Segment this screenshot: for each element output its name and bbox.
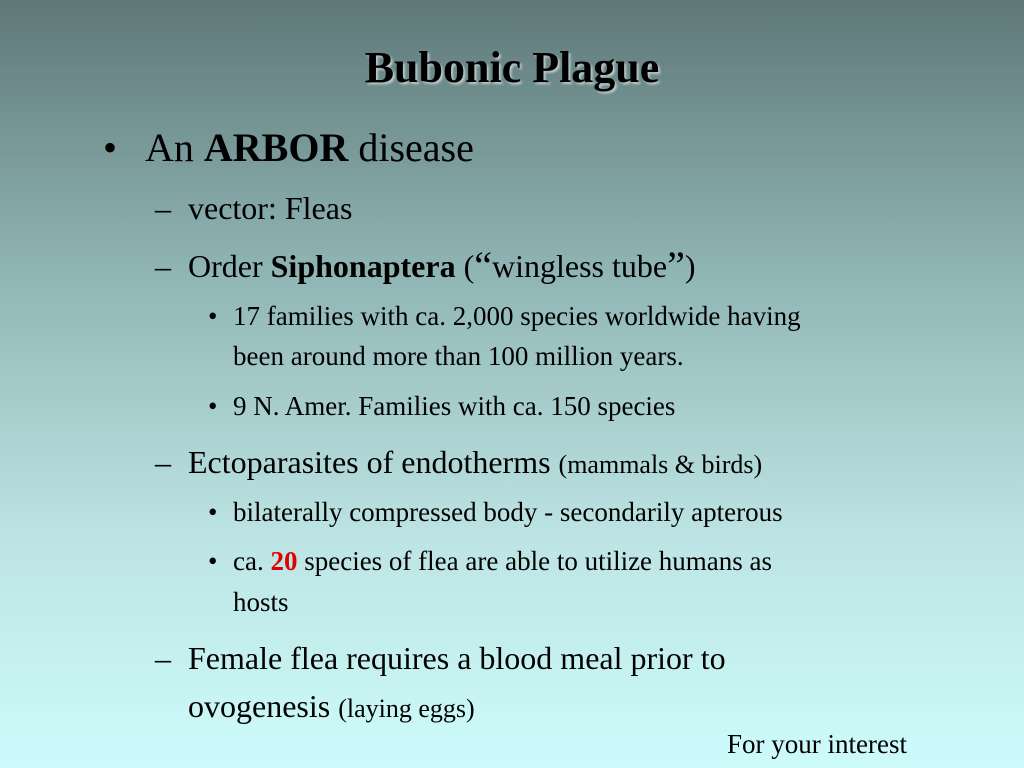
tertiary-bullet-families-line2: been around more than 100 million years. xyxy=(233,341,684,371)
text: Order xyxy=(188,248,271,284)
parenthetical: (laying eggs) xyxy=(338,694,475,723)
siphonaptera-term: Siphonaptera xyxy=(270,248,456,284)
bullet-marker: • xyxy=(208,497,218,527)
footer-note: For your interest xyxy=(727,729,907,759)
text: ( xyxy=(455,248,475,284)
sub-bullet-female-flea-line2 xyxy=(188,686,475,729)
dash-marker: – xyxy=(155,444,171,480)
bullet-arbor-disease xyxy=(145,124,474,172)
parenthetical: (mammals & birds) xyxy=(558,450,763,479)
bullet-marker: • xyxy=(103,125,118,170)
text: Ectoparasites of endotherms xyxy=(188,444,559,480)
tertiary-bullet-humans-line2: hosts xyxy=(233,587,289,617)
arbor-term: ARBOR xyxy=(203,125,349,170)
text: wingless tube xyxy=(491,248,668,284)
dash-marker: – xyxy=(155,190,171,226)
sub-bullet-ectoparasites xyxy=(188,442,762,485)
dash-marker: – xyxy=(155,640,171,676)
tertiary-bullet-humans-line1 xyxy=(233,541,772,581)
text: An xyxy=(145,125,204,170)
highlight-number: 20 xyxy=(270,546,298,576)
text: ca. xyxy=(233,546,271,576)
open-quote: “ xyxy=(474,243,492,288)
slide-title: Bubonic Plague xyxy=(364,43,660,92)
text: disease xyxy=(348,125,474,170)
bullet-marker: • xyxy=(208,546,218,576)
text: ovogenesis xyxy=(188,688,339,724)
bullet-marker: • xyxy=(208,391,218,421)
text: ) xyxy=(684,248,696,284)
sub-bullet-female-flea-line1: Female flea requires a blood meal prior to xyxy=(188,640,726,676)
sub-bullet-order xyxy=(188,243,696,288)
text: species of flea are able to utilize humans as xyxy=(297,546,773,576)
bullet-marker: • xyxy=(208,301,218,331)
tertiary-bullet-body: bilaterally compressed body - secondarily apterous xyxy=(233,497,783,527)
dash-marker: – xyxy=(155,248,171,284)
tertiary-bullet-n-amer: 9 N. Amer. Families with ca. 150 species xyxy=(233,391,676,421)
sub-bullet-vector: vector: Fleas xyxy=(188,190,353,226)
tertiary-bullet-families-line1: 17 families with ca. 2,000 species worldwide having xyxy=(233,301,801,331)
close-quote: ” xyxy=(667,243,685,288)
